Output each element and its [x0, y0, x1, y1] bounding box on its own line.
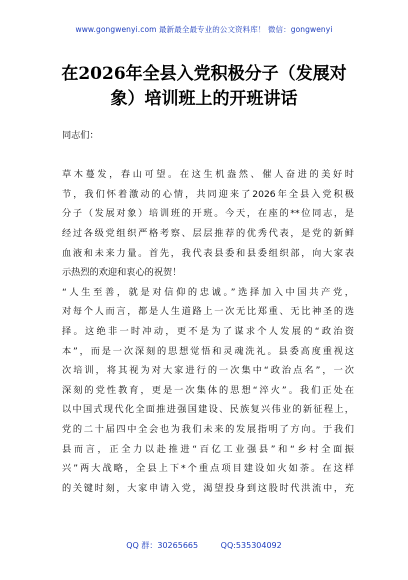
title-line-2: 象）培训班上的开班讲话 — [110, 89, 298, 109]
body-line: 示热烈的欢迎和衷心的祝贺！ — [62, 267, 182, 279]
footer-qq-number: QQ:535304092 — [220, 541, 282, 550]
body-line — [62, 146, 354, 166]
body-line: 草木蔓发，春山可望。在这生机盎然、催人奋进的美好时 — [62, 169, 354, 181]
body-line: “人生至善，就是对信仰的忠诚。”选择加入中国共产党， — [62, 286, 354, 298]
body-line: 分子（发展对象）培训班的开班。今天，在座的**位同志，是 — [62, 208, 354, 220]
body-line: 经过各级党组织严格考察、层层推荐的优秀代表，是党的新鲜 — [62, 227, 354, 239]
footer-qq-group: QQ 群：30265665 — [126, 541, 199, 550]
body-line: 对每个人而言，都是人生道路上一次无比郑重、无比神圣的选 — [62, 306, 354, 318]
body-line: 次培训，将其视为对大家进行的一次集中“政治点名”，一次 — [62, 365, 354, 377]
body-line: 党的二十届四中全会也为我们未来的发展指明了方向。于我们 — [62, 423, 354, 435]
footer-contact — [0, 540, 408, 551]
body-line: 以中国式现代化全面推进强国建设、民族复兴伟业的新征程上， — [62, 404, 354, 416]
body-line: 择。这绝非一时冲动，更不是为了谋求个人发展的“政治资 — [62, 325, 354, 337]
body-line: 同志们： — [62, 130, 99, 141]
document-title — [40, 62, 368, 112]
document-body — [62, 126, 354, 498]
body-line: 县而言，正全力以赴推进“百亿工业强县”和“乡村全面振 — [62, 443, 354, 455]
body-line: 兴”两大战略，全县上下*个重点项目建设如火如荼。在这样 — [62, 463, 354, 475]
body-line: 深刻的党性教育，更是一次集体的思想“淬火”。我们正处在 — [62, 384, 354, 396]
site-header-text: www.gongwenyi.com 最新最全最专业的公文资料库！ 微信：gongwenyi — [75, 25, 333, 34]
body-line: 血液和未来力量。首先，我代表县委和县委组织部，向大家表 — [62, 247, 354, 259]
body-line: 的关键时刻，大家申请入党，渴望投身到这股时代洪流中，充 — [62, 482, 354, 494]
body-line: 节，我们怀着激动的心情，共同迎来了2026年全县入党积极 — [62, 188, 354, 200]
body-line: 本”，而是一次深刻的思想觉悟和灵魂洗礼。县委高度重视这 — [62, 345, 354, 357]
title-line-1: 在2026年全县入党积极分子（发展对 — [61, 64, 347, 84]
